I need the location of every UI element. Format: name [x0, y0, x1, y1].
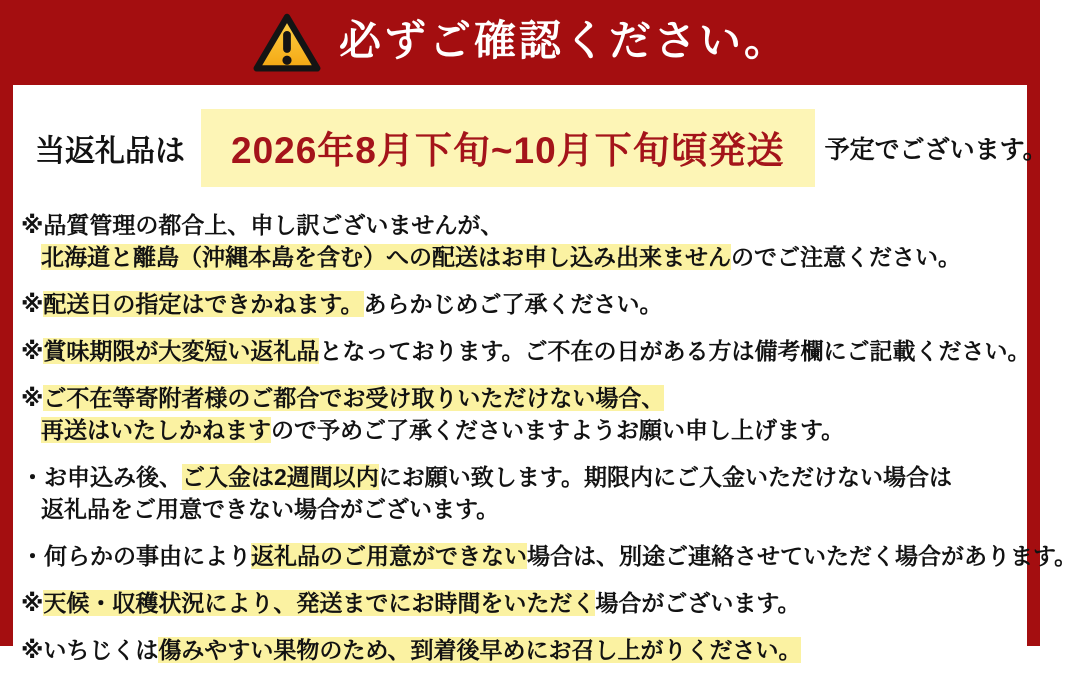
note-line — [21, 634, 1019, 666]
note-item — [21, 587, 1019, 619]
highlighted-text: 配送日の指定はできかねます。 — [43, 291, 364, 317]
note-line — [21, 241, 1019, 273]
highlighted-text: ご入金は2週間以内 — [182, 464, 379, 490]
plain-text: のでご注意ください。 — [731, 244, 961, 270]
plain-text: 返礼品をご用意できない場合がございます。 — [41, 496, 500, 522]
note-item — [21, 335, 1031, 367]
plain-text: ので予めご了承くださいますようお願い申し上げます。 — [271, 417, 845, 443]
plain-text: にお願い致します。期限内にご入金いただけない場合は — [378, 464, 952, 490]
highlighted-text: 傷みやすい果物のため、到着後早めにお召し上がりください。 — [158, 637, 802, 663]
plain-text: ※ — [21, 338, 44, 364]
header — [0, 0, 1040, 85]
warning-triangle-icon — [251, 12, 323, 74]
plain-text: ※品質管理の都合上、申し訳ございませんが、 — [21, 212, 504, 238]
note-line — [21, 493, 1019, 525]
plain-text: ※ — [21, 385, 44, 411]
note-item — [21, 540, 1077, 572]
highlighted-text: 北海道と離島（沖縄本島を含む）への配送はお申し込み出来ません — [41, 244, 731, 270]
plain-text: となっております。ご不在の日がある方は備考欄にご記載ください。 — [319, 338, 1031, 364]
highlighted-text: 返礼品のご用意ができない — [251, 543, 527, 569]
note-line — [21, 335, 1031, 367]
note-line — [21, 540, 1077, 572]
shipping-suffix-text: 予定でございます。 — [824, 136, 1048, 164]
note-line — [21, 288, 1019, 320]
note-line — [21, 382, 1019, 414]
note-item — [21, 634, 1019, 666]
note-line — [21, 414, 1019, 446]
highlighted-text: ご不在等寄附者様のご都合でお受け取りいただけない場合、 — [43, 385, 665, 411]
plain-text: 場合は、別途ご連絡させていただく場合があります。 — [527, 543, 1077, 569]
page-title: 必ずご確認ください。 — [338, 16, 789, 64]
plain-text: ※いちじくは — [21, 637, 159, 663]
plain-text: あらかじめご了承ください。 — [363, 291, 663, 317]
plain-text: ・お申込み後、 — [21, 464, 182, 490]
plain-text: ・何らかの事由により — [21, 543, 251, 569]
note-line — [21, 587, 1019, 619]
highlighted-text: 賞味期限が大変短い返礼品 — [43, 338, 320, 364]
plain-text: ※ — [21, 590, 44, 616]
note-item — [21, 461, 1019, 525]
shipping-prefix-text: 当返礼品は — [35, 135, 185, 168]
notice-panel — [13, 85, 1077, 689]
shipping-schedule-line — [21, 109, 1048, 187]
note-line — [21, 209, 1019, 241]
note-item — [21, 288, 1019, 320]
plain-text: ※ — [21, 291, 44, 317]
note-item — [21, 382, 1019, 446]
shipping-date-box: 2026年8月下旬~10月下旬頃発送 — [201, 109, 815, 187]
note-line — [21, 461, 1019, 493]
highlighted-text: 天候・収穫状況により、発送までにお時間をいただく — [43, 590, 596, 616]
notes-list — [21, 209, 1077, 666]
plain-text: 場合がございます。 — [595, 590, 801, 616]
note-item — [21, 209, 1019, 273]
highlighted-text: 再送はいたしかねます — [41, 417, 271, 443]
